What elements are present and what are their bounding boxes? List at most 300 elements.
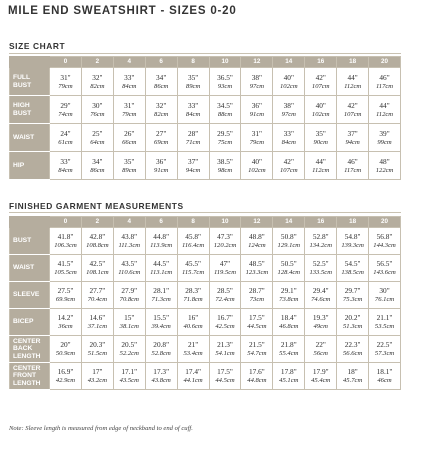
size-chart-rule [9,53,401,54]
inches-value: 33" [187,100,199,110]
measurement-cell [81,336,113,363]
inches-value: 38" [283,100,294,110]
table-row [10,309,401,336]
inches-value: 20.5" [121,340,138,349]
measurement-cell [305,228,337,255]
cm-value: 73cm [249,296,265,303]
measurement-cell [209,68,241,96]
cm-value: 113.9cm [150,242,173,249]
inches-value: 34" [156,72,167,82]
cm-value: 36cm [58,323,73,330]
measurement-cell [145,363,177,390]
inches-value: 29" [60,100,71,110]
measurement-cell [337,68,369,96]
size-chart-table [9,56,401,180]
measurement-cell [337,363,369,390]
cm-value: 39.4cm [151,323,171,330]
inches-value: 41.5" [57,259,74,268]
inches-value: 14.2" [57,313,74,322]
inches-value: 28.3" [185,286,201,295]
cm-value: 84cm [58,166,73,174]
page-title: MILE END SWEATSHIRT - SIZES 0-20 [8,5,237,17]
measurement-cell [145,255,177,282]
size-head: 16 [305,57,337,68]
inches-value: 21" [187,340,199,349]
inches-value: 33" [60,156,71,166]
size-head: 10 [209,57,241,68]
cm-value: 108.1cm [86,269,109,276]
cm-value: 123.3cm [245,269,269,276]
inches-value: 40" [251,156,263,166]
inches-value: 37" [187,156,199,166]
measurement-cell [50,152,82,180]
measurement-cell [209,336,241,363]
cm-value: 42.9cm [55,377,76,384]
size-head: 12 [241,217,273,228]
measurement-cell [81,282,113,309]
cm-value: 57.3cm [374,350,395,357]
cm-value: 82cm [90,82,105,90]
cm-value: 108.8cm [86,242,109,249]
cm-value: 129.1cm [277,242,301,249]
measurement-cell [113,68,145,96]
cm-value: 82cm [154,110,169,118]
cm-value: 51.5cm [87,350,107,357]
cm-value: 98cm [217,166,233,174]
measurement-cell [177,228,209,255]
size-head: 16 [305,217,337,228]
measurement-cell [177,124,209,152]
measurement-cell [369,255,401,282]
table-row [10,68,401,96]
size-head: 2 [81,57,113,68]
inches-value: 28.7" [249,286,265,295]
measurement-cell [50,68,82,96]
table-row [10,124,401,152]
inches-value: 54.8" [344,232,361,241]
inches-value: 42" [347,100,358,110]
cm-value: 97cm [281,110,296,118]
inches-value: 39" [379,128,390,138]
cm-value: 94cm [185,166,201,174]
inches-value: 31" [60,72,71,82]
cm-value: 49cm [313,323,328,330]
inches-value: 28.5" [217,286,233,295]
measurement-cell [337,282,369,309]
inches-value: 36" [251,100,263,110]
cm-value: 91cm [249,110,265,118]
inches-value: 31" [251,128,263,138]
inches-value: 21.3" [217,340,233,349]
cm-value: 70.8cm [119,296,139,303]
size-head: 6 [145,217,177,228]
inches-value: 48" [379,156,390,166]
measurement-cell [145,309,177,336]
cm-value: 124cm [248,242,266,249]
table-row [10,363,401,390]
measurement-cell [305,309,337,336]
measurement-cell [241,336,273,363]
cm-value: 105.5cm [54,269,77,276]
row-label: BUST [10,228,50,255]
measurement-cell [305,336,337,363]
cm-value: 113.1cm [150,269,173,276]
measurement-cell [273,152,305,180]
table-row [10,152,401,180]
cm-value: 134.2cm [309,242,332,249]
cm-value: 84cm [281,138,296,146]
inches-value: 20.3" [89,340,106,349]
measurement-cell [177,96,209,124]
inches-value: 22.3" [344,340,361,349]
size-head: 4 [113,217,145,228]
row-label: WAIST [10,124,50,152]
inches-value: 28" [187,128,199,138]
inches-value: 14.6" [89,313,106,322]
cm-value: 40.6cm [183,323,203,330]
measurement-cell [81,96,113,124]
cm-value: 102cm [311,110,330,118]
size-chart-heading: SIZE CHART [9,41,66,51]
inches-value: 16.7" [217,313,233,322]
inches-value: 35" [315,128,326,138]
cm-value: 79cm [122,110,137,118]
cm-value: 74cm [58,110,73,118]
cm-value: 45.4cm [311,377,331,384]
cm-value: 56.6cm [342,350,363,357]
cm-value: 45.1cm [279,377,299,384]
measurement-cell [369,96,401,124]
inches-value: 27.5" [57,286,74,295]
cm-value: 45.7cm [342,377,363,384]
inches-value: 45.8" [185,232,201,241]
inches-value: 15.5" [153,313,170,322]
cm-value: 71.3cm [151,296,171,303]
inches-value: 46" [347,156,358,166]
measurement-cell [241,124,273,152]
cm-value: 88cm [217,110,233,118]
inches-value: 44.5" [153,259,170,268]
size-head: 14 [273,217,305,228]
cm-value: 94cm [345,138,360,146]
inches-value: 16" [187,313,199,322]
measurement-cell [337,96,369,124]
size-chart-body [10,68,401,180]
cm-value: 107cm [280,166,298,174]
measurement-cell [209,309,241,336]
measurement-cell [241,228,273,255]
cm-value: 54.1cm [215,350,235,357]
measurement-cell [50,309,82,336]
cm-value: 110.6cm [118,269,141,276]
inches-value: 20.8" [153,340,170,349]
cm-value: 90cm [313,138,328,146]
measurement-cell [113,152,145,180]
inches-value: 43.5" [121,259,138,268]
finished-rule [9,212,401,213]
measurement-cell [81,363,113,390]
measurement-cell [145,282,177,309]
measurement-cell [273,68,305,96]
inches-value: 27" [156,128,167,138]
inches-value: 52.5" [312,259,329,268]
measurement-cell [273,309,305,336]
cm-value: 53.4cm [183,350,203,357]
inches-value: 48.5" [249,259,265,268]
inches-value: 21.5" [249,340,265,349]
cm-value: 43.5cm [119,377,139,384]
inches-value: 20.2" [344,313,361,322]
measurement-cell [369,124,401,152]
size-head: 6 [145,57,177,68]
size-head: 10 [209,217,241,228]
inches-value: 35" [124,156,135,166]
inches-value: 33" [124,72,135,82]
inches-value: 30" [379,286,390,295]
measurement-cell [305,124,337,152]
measurement-cell [241,255,273,282]
measurement-cell [177,152,209,180]
inches-value: 56.8" [376,232,393,241]
inches-value: 38.5" [217,156,233,166]
inches-value: 54.5" [344,259,361,268]
cm-value: 69cm [154,138,169,146]
cm-value: 79cm [58,82,73,90]
inches-value: 17.1" [121,367,138,376]
cm-value: 119.5cm [213,269,236,276]
cm-value: 115.7cm [182,269,205,276]
finished-corner [10,217,50,228]
inches-value: 36" [156,156,167,166]
row-label: CENTER BACK LENGTH [10,336,50,363]
cm-value: 112cm [375,110,394,118]
measurement-cell [305,255,337,282]
inches-value: 29.4" [312,286,329,295]
measurement-cell [50,96,82,124]
cm-value: 86cm [154,82,169,90]
finished-table [9,216,401,390]
measurement-cell [50,363,82,390]
measurement-cell [305,96,337,124]
inches-value: 16.9" [57,367,74,376]
cm-value: 74.6cm [311,296,331,303]
cm-value: 76cm [90,110,105,118]
cm-value: 75cm [217,138,233,146]
measurement-cell [273,228,305,255]
cm-value: 44.5cm [215,377,235,384]
measurement-cell [305,363,337,390]
measurement-cell [145,96,177,124]
cm-value: 61cm [58,138,73,146]
cm-value: 93cm [217,82,233,90]
measurement-cell [177,255,209,282]
inches-value: 36.5" [217,72,233,82]
measurement-cell [113,124,145,152]
measurement-cell [209,228,241,255]
measurement-cell [209,96,241,124]
measurement-cell [369,363,401,390]
measurement-cell [81,124,113,152]
inches-value: 19.3" [312,313,329,322]
cm-value: 73.8cm [279,296,299,303]
inches-value: 50.5" [280,259,297,268]
cm-value: 133.5cm [309,269,332,276]
measurement-cell [145,336,177,363]
finished-body [10,228,401,390]
measurement-cell [369,282,401,309]
row-label: HIGH BUST [10,96,50,124]
measurement-cell [177,363,209,390]
size-head: 2 [81,217,113,228]
inches-value: 37" [347,128,358,138]
size-chart-corner [10,57,50,68]
cm-value: 43.2cm [87,377,107,384]
cm-value: 51.3cm [342,323,363,330]
cm-value: 79cm [249,138,265,146]
measurement-cell [81,309,113,336]
cm-value: 112cm [312,166,330,174]
measurement-cell [337,336,369,363]
cm-value: 72.4cm [215,296,235,303]
measurement-cell [369,152,401,180]
measurement-cell [50,124,82,152]
size-head: 8 [177,57,209,68]
measurement-cell [305,68,337,96]
size-head: 8 [177,217,209,228]
inches-value: 17" [92,367,103,376]
measurement-cell [369,309,401,336]
cm-value: 86cm [90,166,105,174]
measurement-cell [113,255,145,282]
inches-value: 24" [60,128,71,138]
inches-value: 15" [124,313,135,322]
footnote: Note: Sleeve length is measured from edge of neckband to end of cuff. [9,425,193,432]
cm-value: 117cm [344,166,362,174]
inches-value: 52.8" [312,232,329,241]
size-head: 4 [113,57,145,68]
measurement-cell [113,336,145,363]
inches-value: 32" [156,100,167,110]
size-head: 0 [50,217,82,228]
measurement-cell [209,124,241,152]
measurement-cell [50,336,82,363]
measurement-cell [177,68,209,96]
cm-value: 139.3cm [341,242,364,249]
cm-value: 44.1cm [183,377,203,384]
inches-value: 29.5" [217,128,233,138]
cm-value: 107cm [343,110,362,118]
size-head: 14 [273,57,305,68]
measurement-cell [81,228,113,255]
cm-value: 112cm [344,82,362,90]
inches-value: 45.5" [185,259,201,268]
inches-value: 32" [92,72,103,82]
cm-value: 69.9cm [55,296,76,303]
cm-value: 44.8cm [247,377,267,384]
cm-value: 50.9cm [55,350,76,357]
measurement-cell [145,124,177,152]
cm-value: 116.4cm [182,242,205,249]
cm-value: 102cm [280,82,298,90]
inches-value: 18.4" [280,313,297,322]
cm-value: 106.3cm [54,242,77,249]
inches-value: 44" [315,156,326,166]
cm-value: 97cm [249,82,265,90]
measurement-cell [81,255,113,282]
row-label: CENTER FRONT LENGTH [10,363,50,390]
measurement-cell [337,124,369,152]
inches-value: 38" [251,72,263,82]
cm-value: 120.2cm [213,242,237,249]
measurement-cell [50,228,82,255]
inches-value: 21.1" [376,313,393,322]
size-head: 18 [337,57,369,68]
measurement-cell [337,152,369,180]
measurement-cell [369,228,401,255]
measurement-cell [177,336,209,363]
measurement-cell [209,152,241,180]
measurement-cell [273,282,305,309]
inches-value: 40" [315,100,326,110]
row-label: BICEP [10,309,50,336]
measurement-cell [337,228,369,255]
measurement-cell [273,96,305,124]
cm-value: 84cm [122,82,137,90]
inches-value: 43.8" [121,232,138,241]
table-row [10,282,401,309]
cm-value: 56cm [313,350,328,357]
measurement-cell [241,282,273,309]
inches-value: 25" [92,128,103,138]
table-row [10,96,401,124]
inches-value: 44" [379,100,390,110]
cm-value: 117cm [375,82,394,90]
measurement-cell [209,363,241,390]
measurement-cell [241,363,273,390]
cm-value: 89cm [185,82,201,90]
cm-value: 111.3cm [118,242,141,249]
inches-value: 33" [283,128,294,138]
cm-value: 71.8cm [183,296,203,303]
size-head: 0 [50,57,82,68]
inches-value: 42.5" [89,259,106,268]
cm-value: 102cm [248,166,266,174]
inches-value: 18.1" [376,367,393,376]
row-label: HIP [10,152,50,180]
cm-value: 89cm [122,166,137,174]
size-head: 18 [337,217,369,228]
inches-value: 17.8" [280,367,297,376]
finished-heading: FINISHED GARMENT MEASUREMENTS [9,201,184,211]
inches-value: 35" [187,72,199,82]
cm-value: 128.4cm [277,269,301,276]
inches-value: 42.8" [89,232,106,241]
cm-value: 138.5cm [341,269,364,276]
inches-value: 42" [315,72,326,82]
inches-value: 21.8" [280,340,297,349]
inches-value: 26" [124,128,135,138]
cm-value: 71cm [185,138,201,146]
inches-value: 44.8" [153,232,170,241]
cm-value: 91cm [154,166,169,174]
measurement-cell [113,309,145,336]
measurement-cell [305,282,337,309]
cm-value: 55.4cm [279,350,299,357]
measurement-cell [273,255,305,282]
cm-value: 99cm [377,138,392,146]
measurement-cell [209,255,241,282]
inches-value: 27.9" [121,286,138,295]
